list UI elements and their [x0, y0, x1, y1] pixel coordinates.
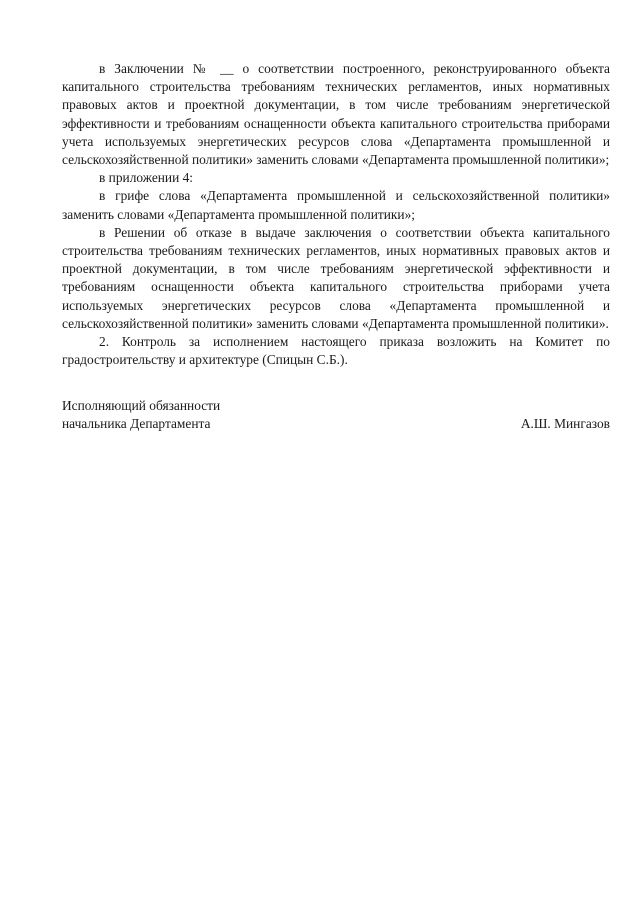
document-body: [62, 60, 610, 369]
signatory-name: А.Ш. Мингазов: [520, 416, 610, 432]
signatory-position-line1: Исполняющий обязанности: [62, 398, 221, 413]
paragraph-conclusion-amendment: в Заключении № __ о соответствии построенного, реконструированного объекта капитального строительства требованиям технических регламентов, иных нормативных правовых актов и проектной документации, в том числе требованиям энергетической эффективности и требованиям оснащенности объекта капитального строительства приборами учета используемых энергетических ресурсов слова «Департамента промышленной и сельскохозяйственной политики» заменить словами «Департамента промышленной политики»;: [62, 61, 610, 168]
paragraph-control-clause: 2. Контроль за исполнением настоящего приказа возложить на Комитет по градостроительству и архитектуре (Спицын С.Б.).: [62, 334, 610, 368]
paragraph-stamp-amendment: в грифе слова «Департамента промышленной и сельскохозяйственной политики» заменить словами «Департамента промышленной политики»;: [62, 188, 610, 222]
signature-row: [62, 415, 610, 433]
paragraph-appendix-4-heading: в приложении 4:: [99, 170, 194, 186]
signature-block: [62, 397, 610, 433]
signatory-position-line2: начальника Департамента: [62, 416, 211, 432]
paragraph-refusal-decision-amendment: в Решении об отказе в выдаче заключения о соответствии объекта капитального строительства требованиям технических регламентов, иных нормативных правовых актов и проектной документации, в том числе требованиям энергетической эффективности и требованиям оснащенности объекта капитального строительства приборами учета используемых энергетических ресурсов слова «Департамента промышленной и сельскохозяйственной политики» заменить словами «Департамента промышленной политики».: [62, 224, 610, 331]
